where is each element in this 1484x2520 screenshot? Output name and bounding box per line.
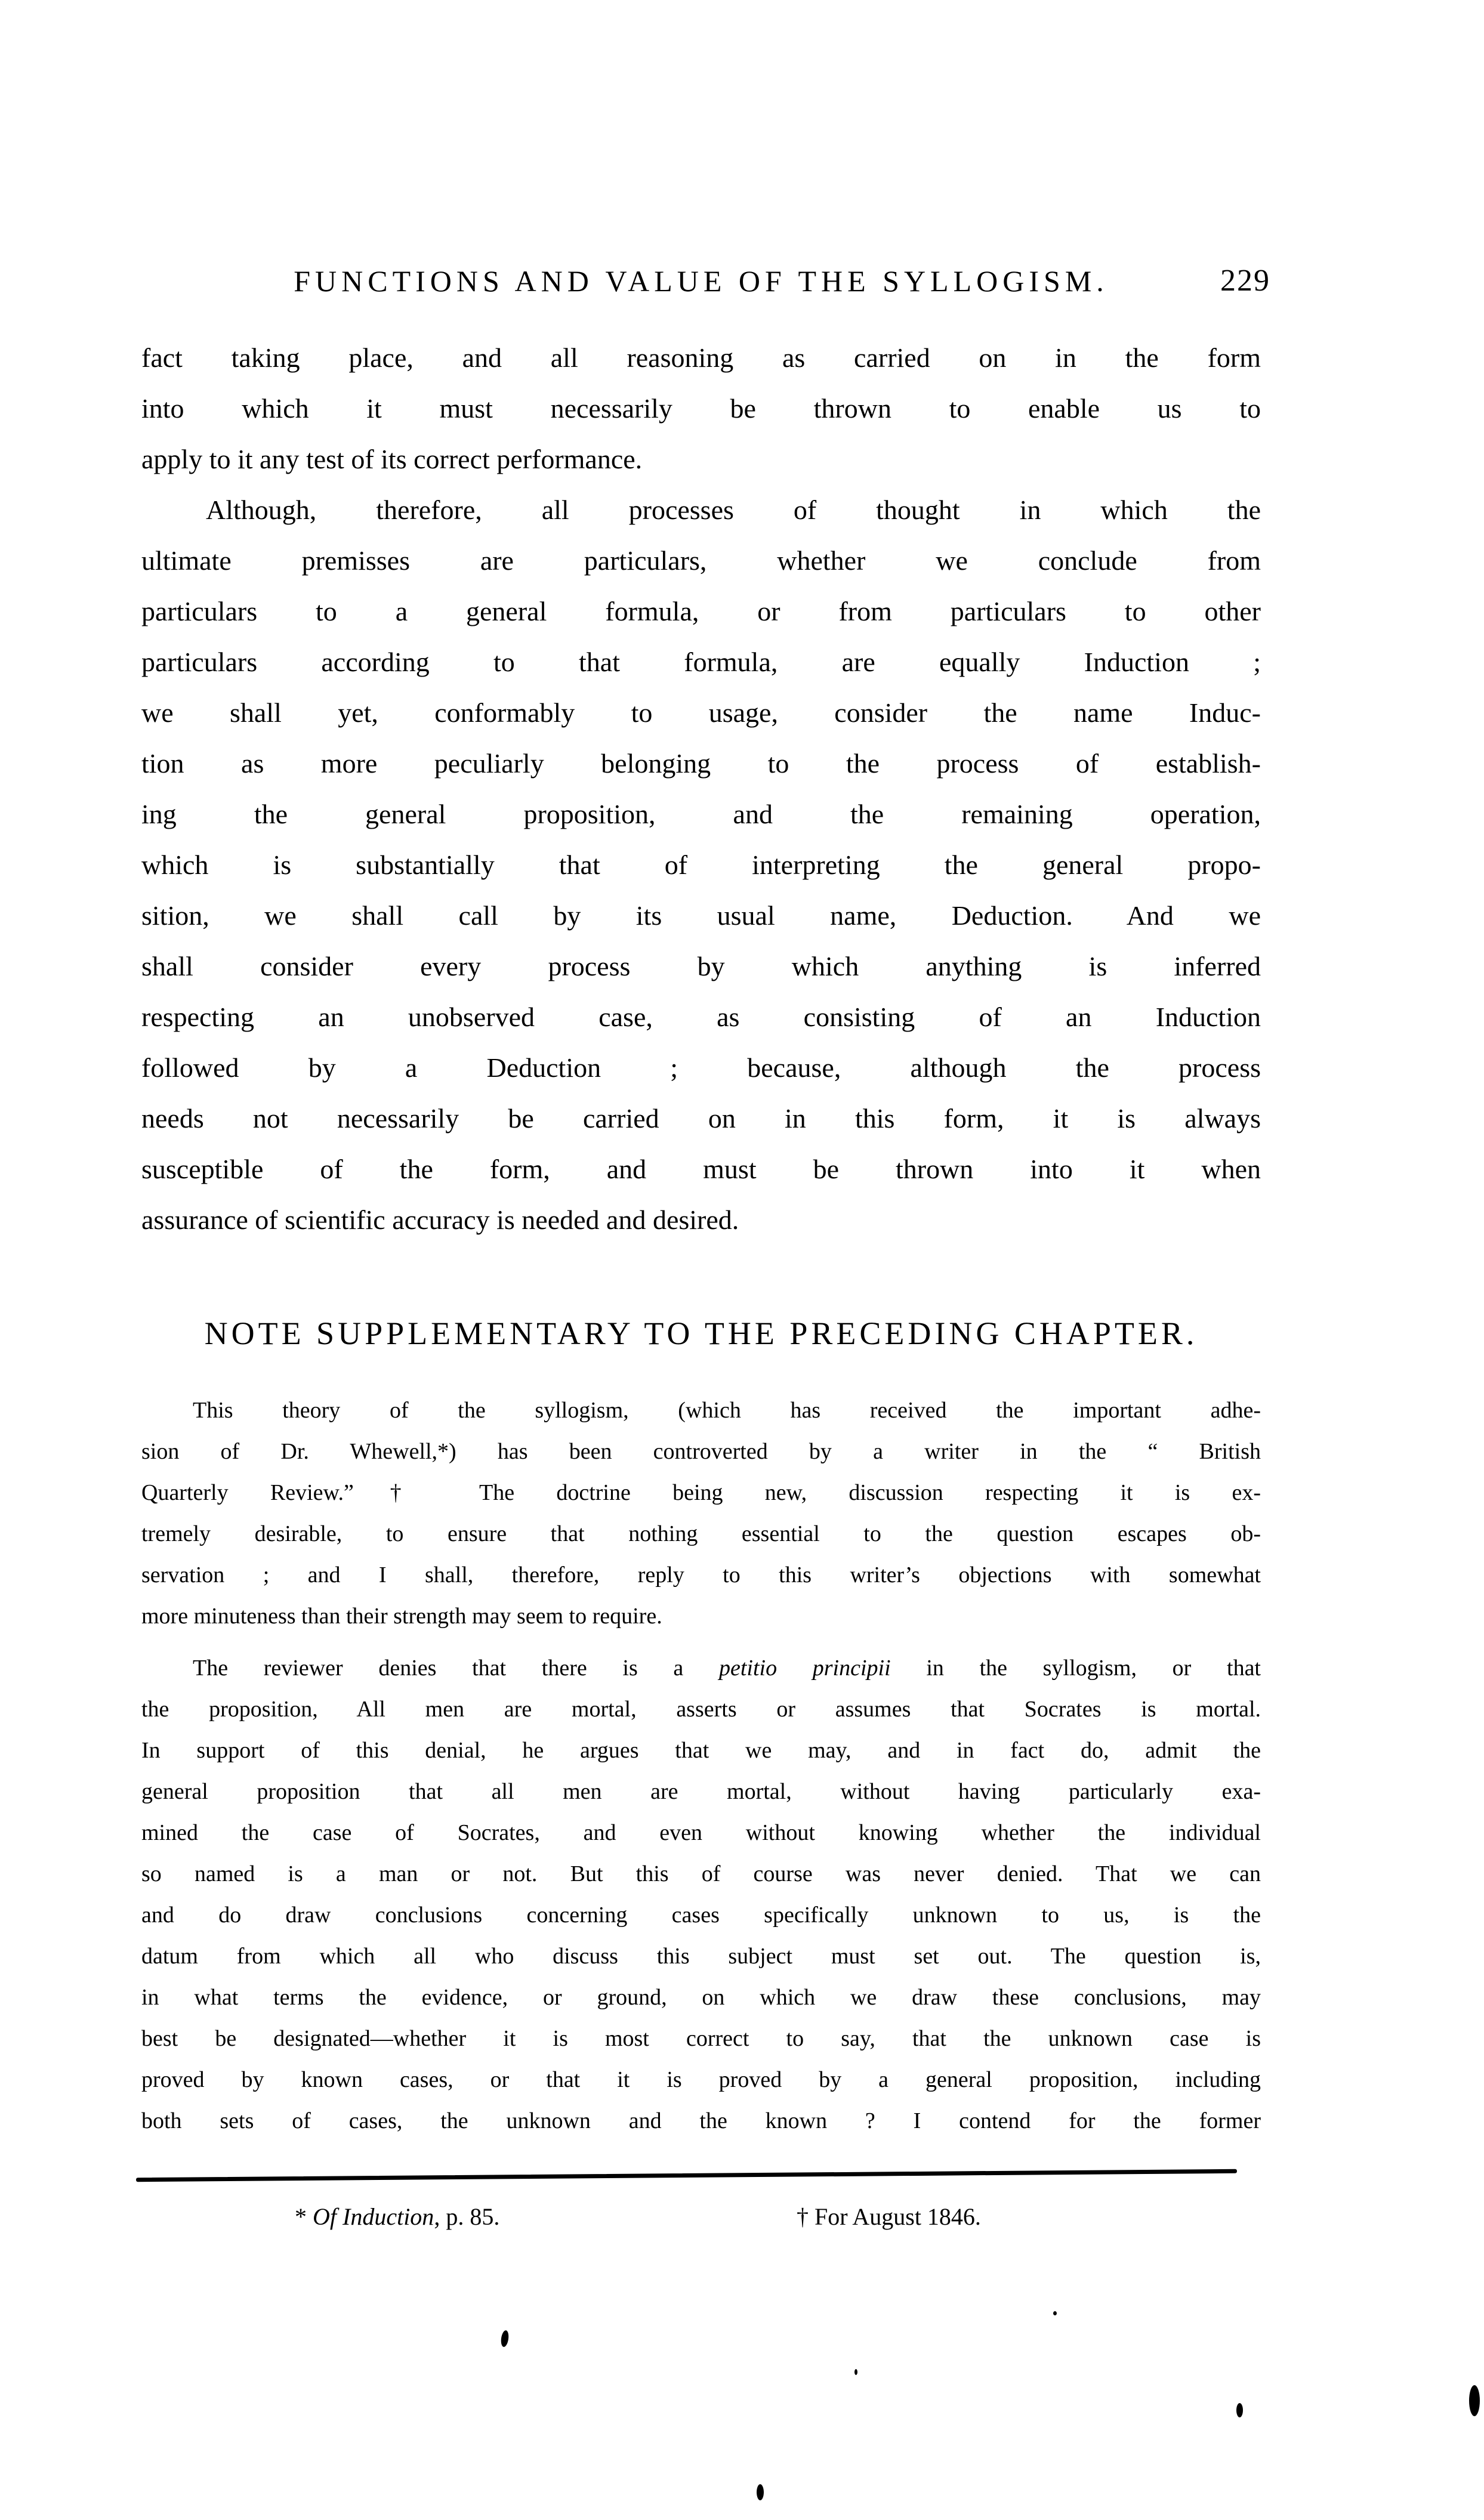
text-line: best be designated—whether it is most correct to say, that the unknown case is [141,2026,1261,2051]
text-line: both sets of cases, the unknown and the known ? I contend for the former [141,2108,1261,2133]
text-line: This theory of the syllogism, (which has received the important adhe- [193,1398,1261,1423]
text-line: sition, we shall call by its usual name, Deduction. And we [141,900,1261,931]
text-line: particulars to a general formula, or from particulars to other [141,596,1261,626]
text-line: servation ; and I shall, therefore, reply to this writer’s objections with somewhat [141,1562,1261,1588]
note-heading: NOTE SUPPLEMENTARY TO THE PRECEDING CHAPTER. [204,1315,1198,1351]
text-line: in what terms the evidence, or ground, on which we draw these conclusions, may [141,1985,1261,2010]
ink-speck [1236,2403,1243,2417]
text-line: and do draw conclusions concerning cases specifically unknown to us, is the [141,1903,1261,1928]
ink-speck [757,2484,764,2500]
text-line: fact taking place, and all reasoning as carried on in the form [141,342,1261,373]
footnote-right: † For August 1846. [797,2203,981,2230]
text-line: so named is a man or not. But this of course was never denied. That we can [141,1861,1261,1886]
footnote-text: , p. 85. [434,2203,500,2230]
text-line: into which it must necessarily be thrown to enable us to [141,393,1261,424]
text-line: mined the case of Socrates, and even without knowing whether the individual [141,1820,1261,1845]
text-line: shall consider every process by which anything is inferred [141,951,1261,981]
text-line: general proposition that all men are mortal, without having particularly exa- [141,1779,1261,1804]
text-line: datum from which all who discuss this subject must set out. The question is, [141,1944,1261,1969]
text-line: which is substantially that of interpreting the general propo- [141,850,1261,880]
footnote-rule [136,2169,1237,2182]
text-line: apply to it any test of its correct performance. [141,444,643,474]
page-header [141,262,1270,299]
text-line: needs not necessarily be carried on in this form, it is always [141,1103,1261,1134]
text-line: tremely desirable, to ensure that nothing essential to the question escapes ob- [141,1521,1261,1546]
text-line: Quarterly Review.”† The doctrine being new, discussion respecting it is ex- [141,1480,1261,1505]
text-line: particulars according to that formula, are equally Induction ; [141,647,1261,677]
text-line: the proposition, All men are mortal, asserts or assumes that Socrates is mortal. [141,1697,1261,1722]
text-line: proved by known cases, or that it is proved by a general proposition, including [141,2067,1261,2092]
text-line: respecting an unobserved case, as consisting of an Induction [141,1002,1261,1032]
text-line: ultimate premisses are particulars, whether we conclude from [141,545,1261,576]
ink-speck [500,2330,510,2347]
text-line: we shall yet, conformably to usage, consider the name Induc- [141,697,1261,728]
text-segment: in the syllogism, or that [890,1656,1261,1681]
ink-speck [854,2369,857,2375]
text-line: tion as more peculiarly belonging to the process of establish- [141,748,1261,779]
text-line: In support of this denial, he argues that we may, and in fact do, admit the [141,1738,1261,1763]
running-title: FUNCTIONS AND VALUE OF THE SYLLOGISM. [294,264,1109,298]
page-number: 229 [1220,264,1270,298]
text-line: assurance of scientific accuracy is needed and desired. [141,1205,739,1235]
text-line: ing the general proposition, and the remaining operation, [141,799,1261,829]
main-text [141,332,1261,1245]
latin-phrase: petitio principii [718,1656,891,1681]
footnotes [141,2199,1261,2235]
note-paragraph-2 [141,1648,1261,2142]
text-line [141,1648,1261,1689]
note-paragraph-1 [141,1390,1261,1637]
text-line: Although, therefore, all processes of thought in which the [206,495,1261,525]
ink-speck [1053,2311,1057,2315]
footnote-marker: * [295,2203,313,2230]
text-segment: The reviewer denies that there is a [193,1656,719,1681]
text-line: sion of Dr. Whewell,*) has been controverted by a writer in the “ British [141,1439,1261,1464]
text-line: more minuteness than their strength may seem to require. [141,1604,662,1629]
ink-speck [1469,2385,1480,2416]
footnote-work-title: Of Induction [313,2203,434,2230]
footnote-left [295,2199,499,2235]
text-line: susceptible of the form, and must be thrown into it when [141,1154,1261,1184]
text-line: followed by a Deduction ; because, although the process [141,1052,1261,1083]
